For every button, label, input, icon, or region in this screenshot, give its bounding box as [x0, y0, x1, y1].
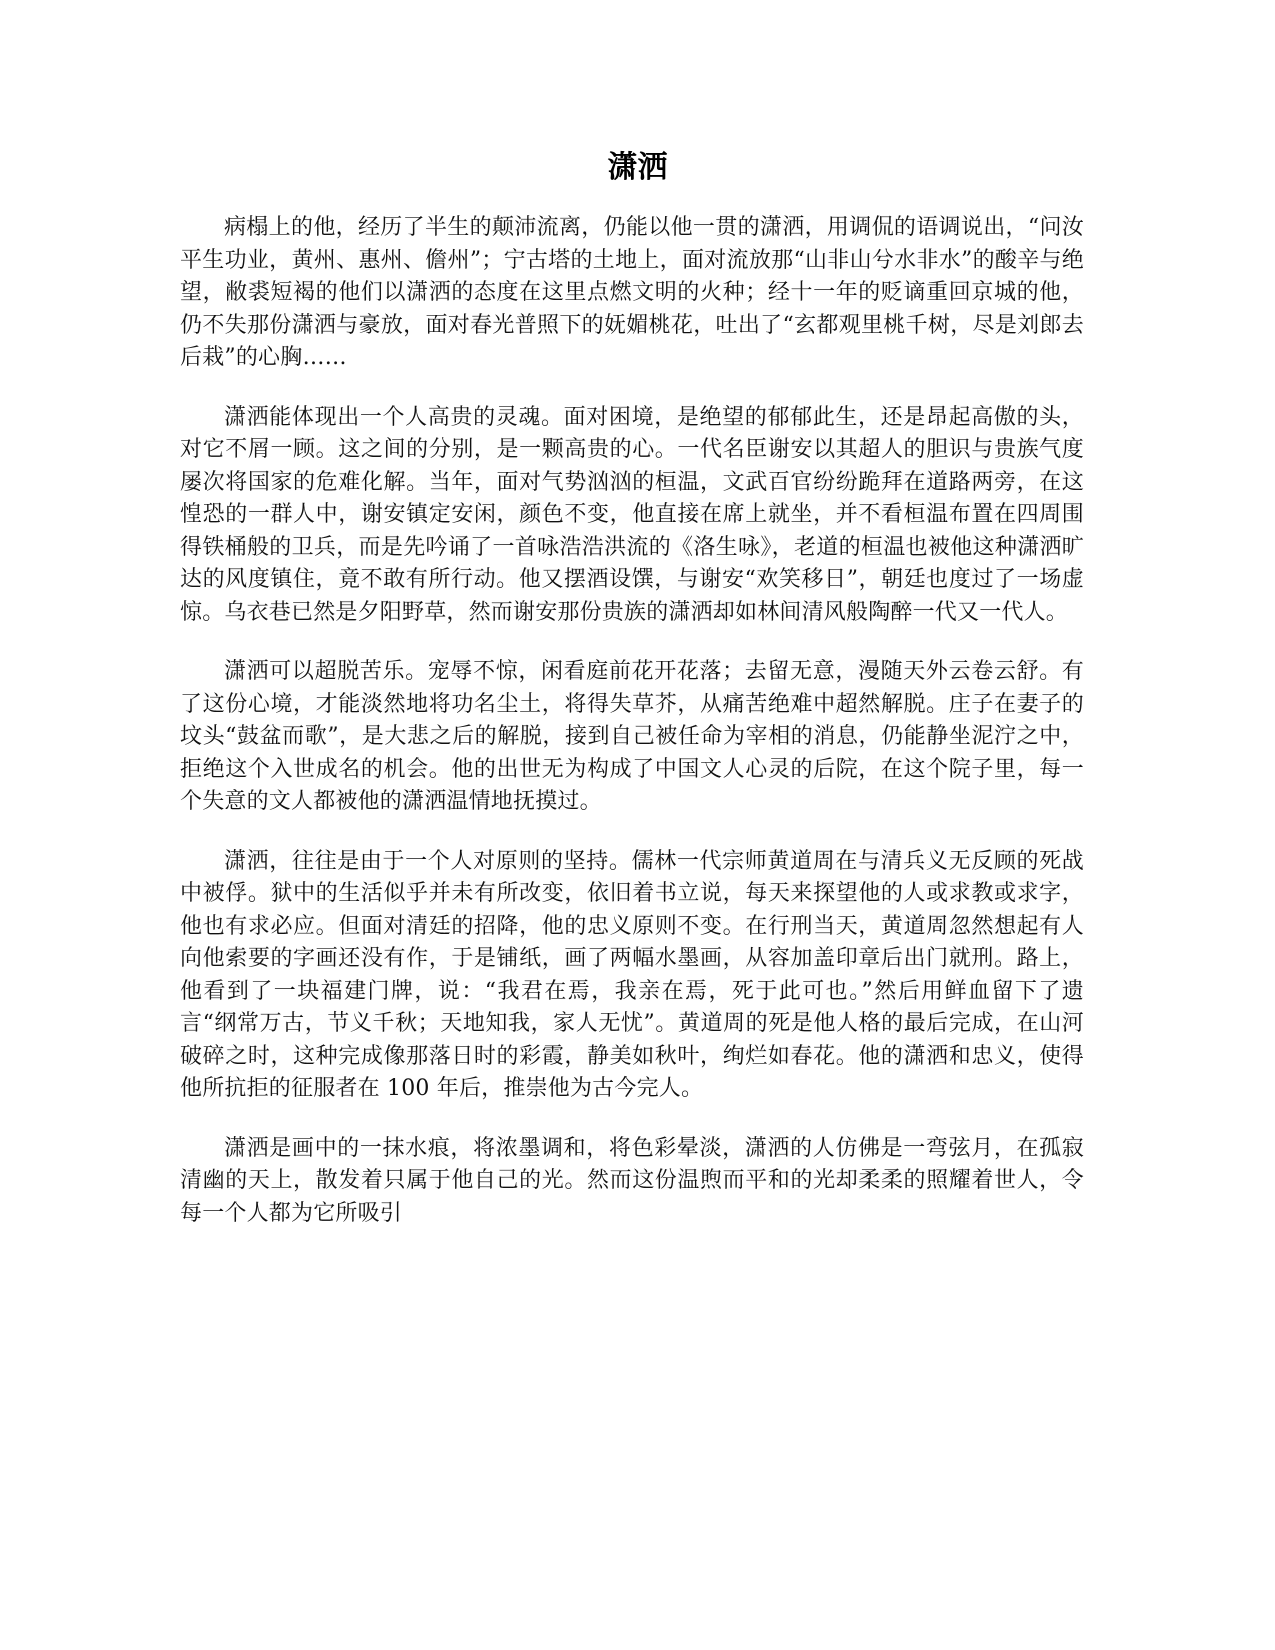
paragraph-1: 病榻上的他，经历了半生的颠沛流离，仍能以他一贯的潇洒，用调侃的语调说出，“问汝平生功业，黄州、惠州、儋州”；宁古塔的土地上，面对流放那“山非山兮水非水”的酸辛与绝望，敝裘短褐的他们以潇洒的态度在这里点燃文明的火种；经十一年的贬谪重回京城的他，仍不失那份潇洒与豪放，面对春光普照下的妩媚桃花，吐出了“玄都观里桃千树，尽是刘郎去后栽”的心胸……	[180, 215, 1084, 370]
paragraph-5: 潇洒是画中的一抹水痕，将浓墨调和，将色彩晕淡，潇洒的人仿佛是一弯弦月，在孤寂清幽的天上，散发着只属于他自己的光。然而这份温煦而平和的光却柔柔的照耀着世人，令每一个人都为它所吸引	[180, 1135, 1084, 1226]
paragraph-3: 潇洒可以超脱苦乐。宠辱不惊，闲看庭前花开花落；去留无意，漫随天外云卷云舒。有了这份心境，才能淡然地将功名尘土，将得失草芥，从痛苦绝难中超然解脱。庄子在妻子的坟头“鼓盆而歌”，是大悲之后的解脱，接到自己被任命为宰相的消息，仍能静坐泥泞之中，拒绝这个入世成名的机会。他的出世无为构成了中国文人心灵的后院，在这个院子里，每一个失意的文人都被他的潇洒温情地抚摸过。	[180, 659, 1084, 814]
document-title: 潇洒	[607, 150, 668, 185]
paragraph-4: 潇洒，往往是由于一个人对原则的坚持。儒林一代宗师黄道周在与清兵义无反顾的死战中被俘。狱中的生活似乎并未有所改变，依旧着书立说，每天来探望他的人或求教或求字，他也有求必应。但面对清廷的招降，他的忠义原则不变。在行刑当天，黄道周忽然想起有人向他索要的字画还没有作，于是铺纸，画了两幅水墨画，从容加盖印章后出门就刑。路上，他看到了一块福建门牌，说：“我君在焉，我亲在焉，死于此可也。”然后用鲜血留下了遗言“纲常万古，节义千秋；天地知我，家人无忧”。黄道周的死是他人格的最后完成，在山河破碎之时，这种完成像那落日时的彩霞，静美如秋叶，绚烂如春花。他的潇洒和忠义，使得他所抗拒的征服者在 100 年后，推崇他为古今完人。	[180, 848, 1084, 1101]
document-body	[180, 212, 1084, 1257]
paragraph-2: 潇洒能体现出一个人高贵的灵魂。面对困境，是绝望的郁郁此生，还是昂起高傲的头，对它不屑一顾。这之间的分别，是一颗高贵的心。一代名臣谢安以其超人的胆识与贵族气度屡次将国家的危难化解。当年，面对气势汹汹的桓温，文武百官纷纷跪拜在道路两旁，在这惶恐的一群人中，谢安镇定安闲，颜色不变，他直接在席上就坐，并不看桓温布置在四周围得铁桶般的卫兵，而是先吟诵了一首咏浩浩洪流的《洛生咏》，老道的桓温也被他这种潇洒旷达的风度镇住，竟不敢有所行动。他又摆酒设馔，与谢安“欢笑移日”，朝廷也度过了一场虚惊。乌衣巷已然是夕阳野草，然而谢安那份贵族的潇洒却如林间清风般陶醉一代又一代人。	[180, 404, 1084, 625]
